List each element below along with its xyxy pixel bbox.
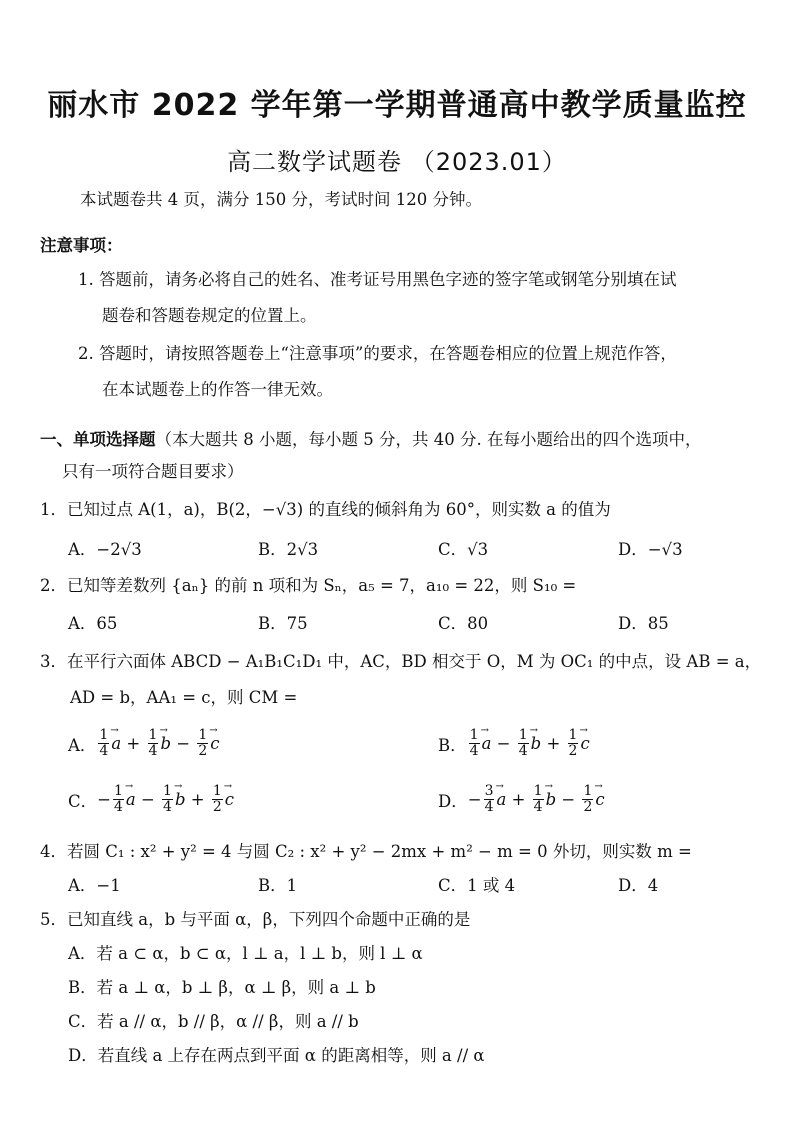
q3-option-d: D． − $\frac{3}{4}$ → a + $\frac{1}{4}$ → b − $\frac{1}{2}$ → c — [438, 784, 605, 815]
vector-c: → c — [225, 790, 234, 809]
q5-option-b: B．若 a ⊥ α，b ⊥ β，α ⊥ β，则 a ⊥ b — [68, 978, 376, 997]
fraction: $\frac{1}{2}$ — [212, 783, 222, 815]
fraction: $\frac{1}{4}$ — [518, 727, 528, 759]
q1-option-d: D．−√3 — [618, 540, 683, 559]
q2-option-a: A．65 — [68, 614, 118, 633]
q1-option-a: A．−2√3 — [68, 540, 142, 559]
vector-b: → b — [546, 790, 557, 809]
q2-option-c: C．80 — [438, 614, 489, 633]
fraction: $\frac{1}{4}$ — [533, 783, 543, 815]
notice-heading: 注意事项： — [40, 236, 123, 255]
fraction: $\frac{1}{4}$ — [148, 727, 158, 759]
q2-option-b: B．75 — [258, 614, 308, 633]
q1-stem: 1．已知过点 A(1，a)，B(2，−√3) 的直线的倾斜角为 60°，则实数 a 的值为 — [40, 500, 611, 519]
vector-c: → c — [595, 790, 604, 809]
notice-item-2-line-1: 2. 答题时，请按照答题卷上“注意事项”的要求，在答题卷相应的位置上规范作答， — [78, 344, 677, 363]
vector-c: → c — [580, 734, 589, 753]
vector-a: → a — [111, 734, 121, 753]
q4-option-b: B．1 — [258, 876, 298, 895]
section1-desc-line-2: 只有一项符合题目要求） — [62, 462, 244, 481]
vector-b: → b — [531, 734, 542, 753]
fraction: $\frac{3}{4}$ — [484, 783, 494, 815]
section1-heading: 一、单项选择题 — [40, 430, 156, 449]
q3-stem-line-2: AD = b，AA₁ = c，则 CM = — [70, 688, 298, 707]
vector-a: → a — [496, 790, 506, 809]
fraction: $\frac{1}{4}$ — [469, 727, 479, 759]
q4-stem: 4．若圆 C₁ : x² + y² = 4 与圆 C₂ : x² + y² − 2mx + m² − m = 0 外切，则实数 m = — [40, 842, 692, 861]
q3-option-a-label: A． — [68, 735, 97, 755]
q4-option-c: C．1 或 4 — [438, 876, 516, 895]
q2-stem: 2．已知等差数列 {aₙ} 的前 n 项和为 Sₙ，a₅ = 7，a₁₀ = 22，则 S₁₀ = — [40, 576, 577, 595]
q3-option-b: B． $\frac{1}{4}$ → a − $\frac{1}{4}$ → b + $\frac{1}{2}$ → c — [438, 728, 590, 759]
fraction: $\frac{1}{2}$ — [583, 783, 593, 815]
fraction: $\frac{1}{2}$ — [198, 727, 208, 759]
exam-intro: 本试题卷共 4 页，满分 150 分，考试时间 120 分钟。 — [80, 190, 482, 209]
q4-option-a: A．−1 — [68, 876, 121, 895]
fraction: $\frac{1}{4}$ — [99, 727, 109, 759]
notice-item-2-line-2: 在本试题卷上的作答一律无效。 — [102, 380, 333, 399]
exam-title: 丽水市 2022 学年第一学期普通高中教学质量监控 — [47, 88, 747, 123]
section1-desc-line-1: （本大题共 8 小题，每小题 5 分，共 40 分. 在每小题给出的四个选项中， — [155, 430, 702, 449]
q1-option-b: B．2√3 — [258, 540, 319, 559]
q3-option-c-label: C． — [68, 791, 98, 811]
vector-a: → a — [482, 734, 492, 753]
notice-item-1-line-1: 1. 答题前，请务必将自己的姓名、准考证号用黑色字迹的签字笔或钢笔分别填在试 — [78, 270, 677, 289]
vector-b: → b — [175, 790, 186, 809]
q3-option-b-label: B． — [438, 735, 467, 755]
q3-option-a: A． $\frac{1}{4}$ → a + $\frac{1}{4}$ → b − $\frac{1}{2}$ → c — [68, 728, 220, 759]
q3-stem-line-1: 3．在平行六面体 ABCD − A₁B₁C₁D₁ 中，AC，BD 相交于 O，M 为 OC₁ 的中点，设 AB = a， — [40, 652, 762, 671]
q2-option-d: D．85 — [618, 614, 669, 633]
fraction: $\frac{1}{4}$ — [163, 783, 172, 815]
vector-c: → c — [210, 734, 219, 753]
exam-subtitle: 高二数学试题卷 （2023.01） — [227, 148, 567, 176]
q4-option-d: D．4 — [618, 876, 659, 895]
q1-option-c: C．√3 — [438, 540, 489, 559]
fraction: $\frac{1}{4}$ — [113, 783, 123, 815]
q3-option-c: C． − $\frac{1}{4}$ → a − $\frac{1}{4}$ → b + $\frac{1}{2}$ → c — [68, 784, 234, 815]
q3-option-d-label: D． — [438, 791, 468, 811]
fraction: $\frac{1}{2}$ — [568, 727, 578, 759]
section1-header — [40, 430, 701, 450]
q5-option-c: C．若 a // α，b // β，α // β，则 a // b — [68, 1012, 359, 1031]
notice-item-1-line-2: 题卷和答题卷规定的位置上。 — [102, 306, 317, 325]
q5-option-a: A．若 a ⊂ α，b ⊂ α，l ⊥ a，l ⊥ b，则 l ⊥ α — [68, 944, 423, 963]
vector-b: → b — [160, 734, 171, 753]
vector-a: → a — [126, 790, 136, 809]
q5-option-d: D．若直线 a 上存在两点到平面 α 的距离相等，则 a // α — [68, 1046, 485, 1065]
q5-stem: 5．已知直线 a，b 与平面 α，β，下列四个命题中正确的是 — [40, 910, 471, 929]
